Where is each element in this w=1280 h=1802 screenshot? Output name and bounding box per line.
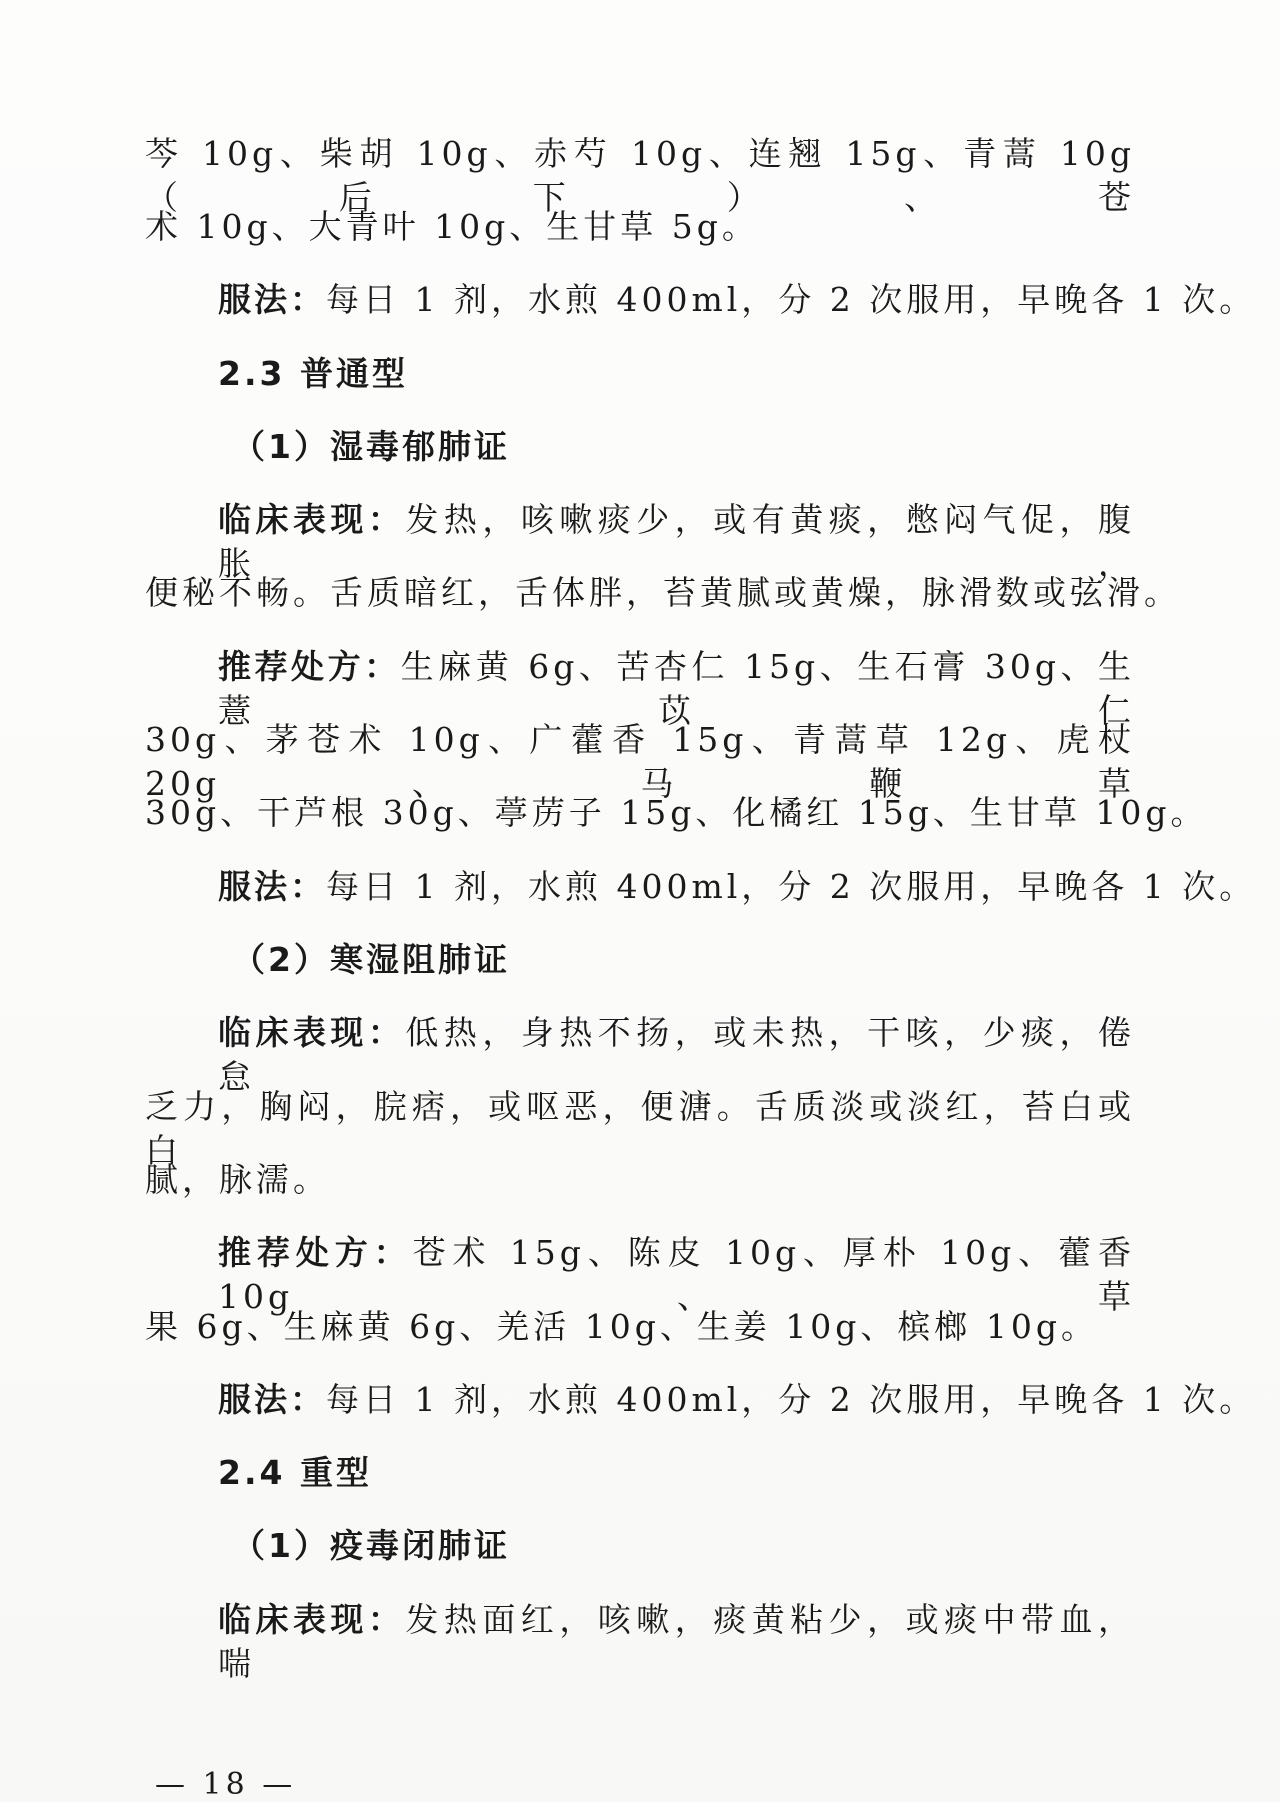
- prescription-text: 苍术 15g、陈皮 10g、厚朴 10g、藿香 10g、草: [218, 1233, 1136, 1316]
- clinical-label: 临床表现：: [218, 500, 406, 539]
- prescription-label: 推荐处方：: [218, 647, 401, 686]
- dosage-line: [218, 1378, 1257, 1422]
- prescription-line: [218, 645, 1136, 730]
- subsection-heading: （2）寒湿阻肺证: [232, 940, 510, 979]
- text-line: 乏力，胸闷，脘痞，或呕恶，便溏。舌质淡或淡红，苔白或白: [145, 1087, 1135, 1170]
- section-heading: 2.3 普通型: [218, 354, 408, 393]
- text-line: 30g、茅苍术 10g、广藿香 15g、青蒿草 12g、虎杖 20g、马鞭草: [145, 720, 1135, 803]
- dosage-text: 每日 1 剂，水煎 400ml，分 2 次服用，早晚各 1 次。: [326, 1380, 1257, 1419]
- clinical-label: 临床表现：: [218, 1013, 406, 1052]
- text-line: 便秘不畅。舌质暗红，舌体胖，苔黄腻或黄燥，脉滑数或弦滑。: [145, 573, 1181, 612]
- prescription-line: [218, 1231, 1136, 1316]
- subsection-heading: （1）疫毒闭肺证: [232, 1526, 510, 1565]
- clinical-text: 低热，身热不扬，或未热，干咳，少痰，倦怠: [218, 1013, 1136, 1096]
- prescription-label: 推荐处方：: [218, 1233, 413, 1272]
- page-number: — 18 —: [155, 1767, 297, 1802]
- dosage-line: [218, 865, 1257, 909]
- section-heading: 2.4 重型: [218, 1453, 372, 1492]
- clinical-line: [218, 498, 1136, 583]
- dosage-label: 服法：: [218, 867, 326, 906]
- clinical-line: [218, 1011, 1136, 1096]
- prescription-text: 生麻黄 6g、苦杏仁 15g、生石膏 30g、生薏苡仁: [218, 647, 1136, 730]
- clinical-text: 发热，咳嗽痰少，或有黄痰，憋闷气促，腹胀，: [218, 500, 1136, 583]
- text-line: 术 10g、大青叶 10g、生甘草 5g。: [145, 207, 759, 246]
- dosage-label: 服法：: [218, 1380, 326, 1419]
- dosage-line: [218, 278, 1257, 322]
- text-line: 果 6g、生麻黄 6g、羌活 10g、生姜 10g、槟榔 10g。: [145, 1307, 1099, 1346]
- clinical-line: [218, 1598, 1136, 1683]
- text-line: 30g、干芦根 30g、葶苈子 15g、化橘红 15g、生甘草 10g。: [145, 793, 1208, 832]
- dosage-text: 每日 1 剂，水煎 400ml，分 2 次服用，早晚各 1 次。: [326, 867, 1257, 906]
- text-line: 腻，脉濡。: [145, 1160, 330, 1199]
- text-line: 芩 10g、柴胡 10g、赤芍 10g、连翘 15g、青蒿 10g（后下）、苍: [145, 134, 1135, 217]
- dosage-label: 服法：: [218, 280, 326, 319]
- clinical-text: 发热面红，咳嗽，痰黄粘少，或痰中带血，喘: [218, 1600, 1136, 1683]
- subsection-heading: （1）湿毒郁肺证: [232, 427, 510, 466]
- clinical-label: 临床表现：: [218, 1600, 406, 1639]
- dosage-text: 每日 1 剂，水煎 400ml，分 2 次服用，早晚各 1 次。: [326, 280, 1257, 319]
